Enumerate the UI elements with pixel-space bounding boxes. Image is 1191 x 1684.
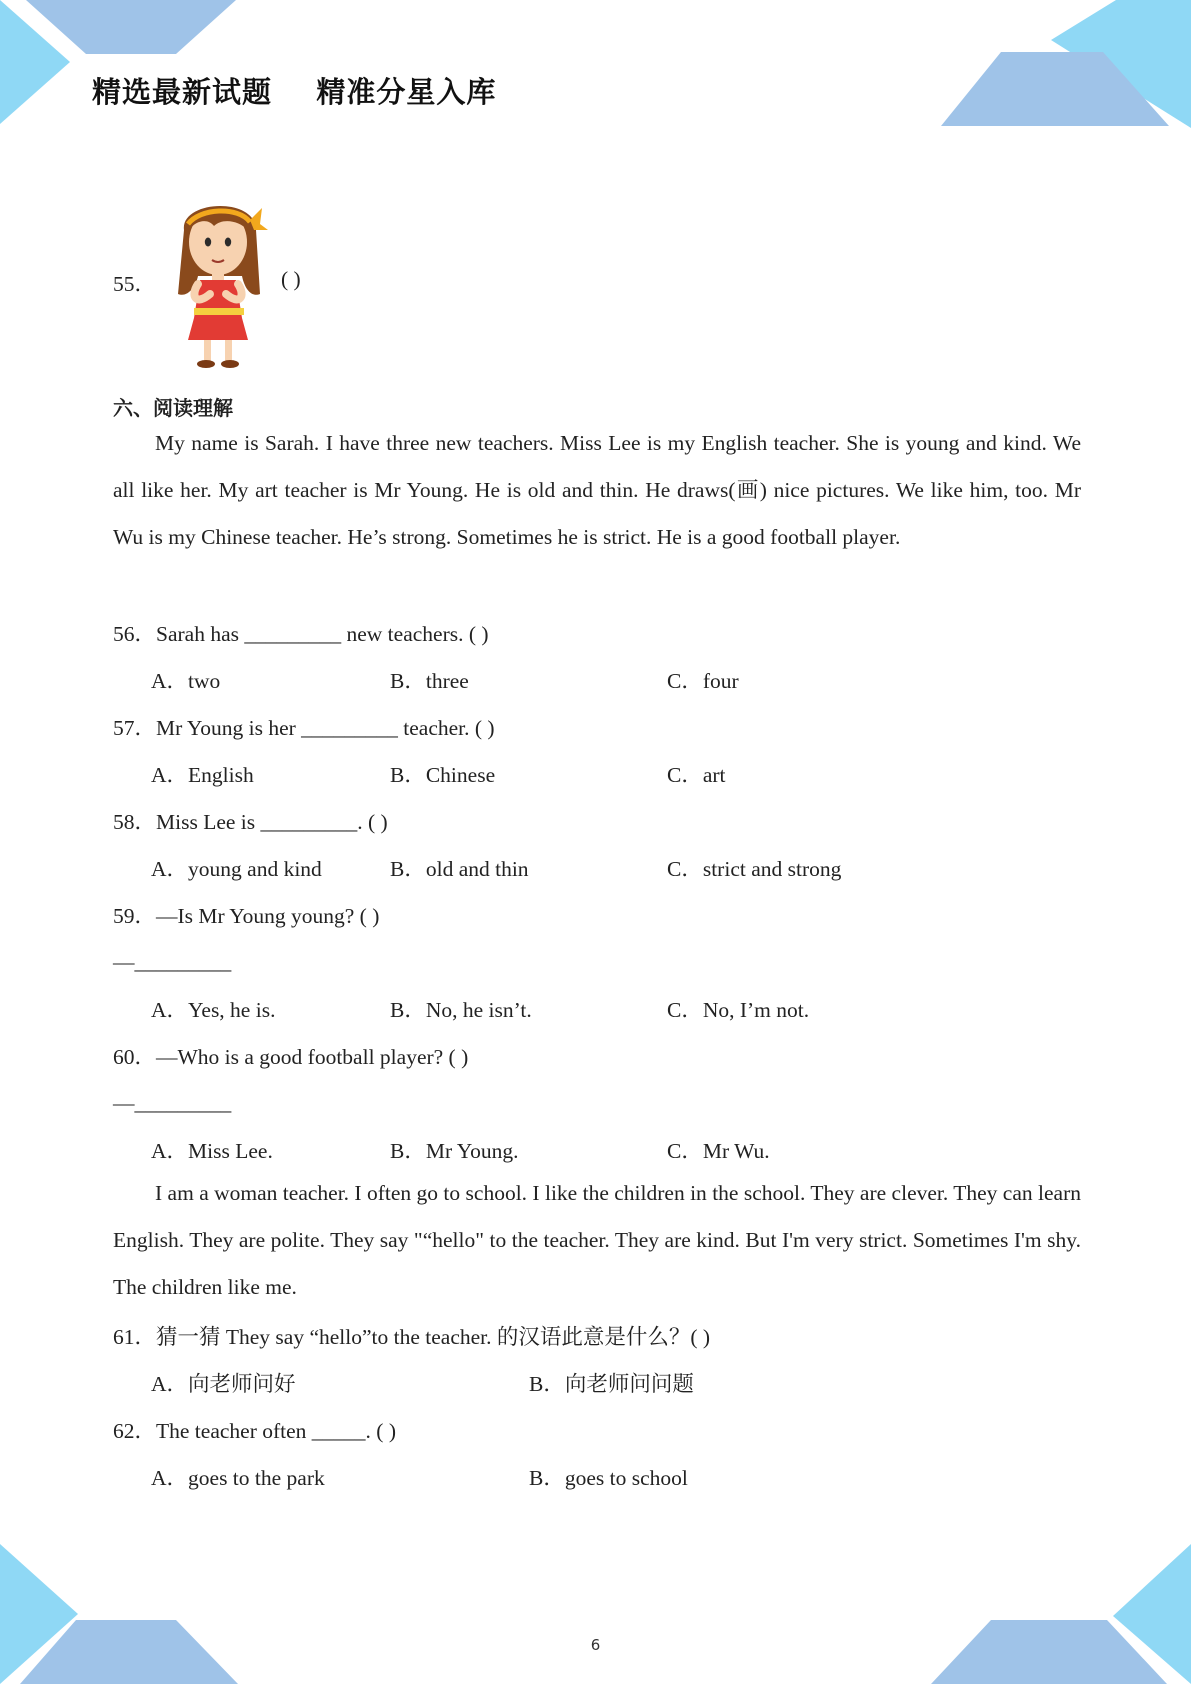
q57-option-c: C．art — [667, 763, 726, 787]
q61-option-a: A．向老师问好 — [151, 1372, 296, 1396]
top-right-decoration — [931, 0, 1191, 130]
question-58: 58．Miss Lee is _________. ( ) — [113, 810, 388, 834]
q60-option-b: B．Mr Young. — [390, 1139, 519, 1163]
q58-option-a: A．young and kind — [151, 857, 322, 881]
q59-option-b: B．No, he isn’t. — [390, 998, 532, 1022]
question-62: 62．The teacher often _____. ( ) — [113, 1419, 396, 1443]
q60-option-c: C．Mr Wu. — [667, 1139, 770, 1163]
q59-option-a: A．Yes, he is. — [151, 998, 276, 1022]
q58-option-b: B．old and thin — [390, 857, 529, 881]
question-60: 60．—Who is a good football player? ( ) — [113, 1045, 469, 1069]
question-57: 57．Mr Young is her _________ teacher. ( ) — [113, 716, 495, 740]
q60-answer-line: —_________ — [113, 1091, 232, 1115]
q55-answer-blank: ( ) — [281, 267, 301, 291]
q57-option-b: B．Chinese — [390, 763, 496, 787]
q57-option-a: A．English — [151, 763, 254, 787]
q56-option-b: B．three — [390, 669, 469, 693]
section-title-reading: 六、阅读理解 — [113, 396, 233, 420]
q58-option-c: C．strict and strong — [667, 857, 842, 881]
page-number: 6 — [590, 1636, 601, 1654]
bottom-right-decoration — [931, 1544, 1191, 1684]
question-59: 59．—Is Mr Young young? ( ) — [113, 904, 380, 928]
q61-option-b: B．向老师问问题 — [529, 1372, 694, 1396]
question-61: 61．猜一猜 They say “hello”to the teacher. 的汉语此意是什么？( ) — [113, 1325, 711, 1349]
cartoon-girl-icon — [170, 190, 270, 370]
q56-option-c: C．four — [667, 669, 739, 693]
q59-option-c: C．No, I’m not. — [667, 998, 810, 1022]
header-title: 精选最新试题 精准分星入库 — [92, 75, 497, 109]
bottom-left-decoration — [0, 1544, 240, 1684]
q56-option-a: A．two — [151, 669, 221, 693]
reading-passage-1: My name is Sarah. I have three new teachers. Miss Lee is my English teacher. She is young and kind. We all like her. My art teacher is Mr Young. He is old and thin. He draws(画) nice pictures. We like him, too. Mr Wu is my Chinese teacher. He’s strong. Sometimes he is strict. He is a good football player. — [113, 431, 1081, 549]
q55-number: 55． — [113, 272, 157, 296]
q60-option-a: A．Miss Lee. — [151, 1139, 273, 1163]
q62-option-a: A．goes to the park — [151, 1466, 325, 1490]
question-56: 56．Sarah has _________ new teachers. ( ) — [113, 622, 489, 646]
reading-passage-2: I am a woman teacher. I often go to school. I like the children in the school. They are clever. They can learn English. They are polite. They say "“hello" to the teacher. They are kind. But I'm very strict. Sometimes I'm shy. The children like me. — [113, 1181, 1081, 1299]
q62-option-b: B．goes to school — [529, 1466, 688, 1490]
q59-answer-line: —_________ — [113, 950, 232, 974]
